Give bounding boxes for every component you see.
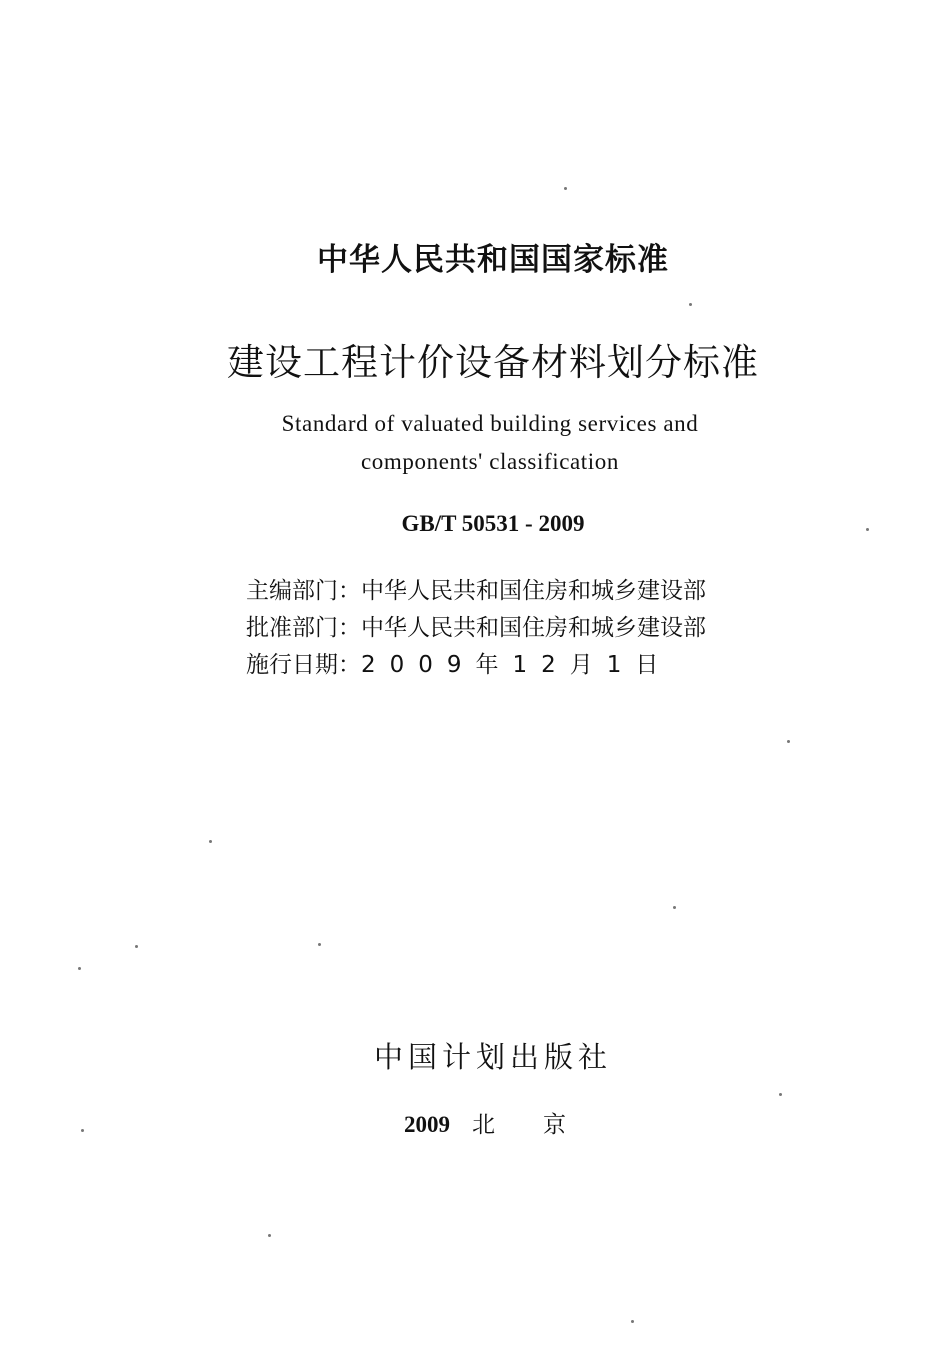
scan-speck	[673, 906, 676, 909]
chief-editor-label: 主编部门：	[246, 578, 361, 604]
publication-city: 北京	[472, 1112, 614, 1138]
effective-date-label: 施行日期：	[246, 652, 361, 678]
scan-speck	[135, 945, 138, 948]
scan-speck	[78, 967, 81, 970]
national-standard-heading: 中华人民共和国国家标准	[317, 242, 669, 278]
scan-speck	[631, 1320, 634, 1323]
chief-editor-value: 中华人民共和国住房和城乡建设部	[361, 578, 706, 604]
standard-title-english-line1: Standard of valuated building services and	[281, 411, 699, 436]
approval-dept-label: 批准部门：	[246, 615, 361, 641]
standard-title-chinese: 建设工程计价设备材料划分标准	[227, 341, 759, 384]
scan-speck	[268, 1234, 271, 1237]
effective-date-value: 2009年12月1日	[361, 652, 673, 678]
publication-info	[246, 573, 706, 684]
scan-speck	[81, 1129, 84, 1132]
approval-dept-value: 中华人民共和国住房和城乡建设部	[361, 615, 706, 641]
effective-date-row	[246, 647, 706, 684]
approval-dept-row	[246, 610, 706, 647]
chief-editor-row	[246, 573, 706, 610]
standard-code: GB/T 50531 - 2009	[401, 511, 585, 536]
scan-speck	[564, 187, 567, 190]
scan-speck	[779, 1093, 782, 1096]
scan-speck	[209, 840, 212, 843]
scan-speck	[787, 740, 790, 743]
publication-year: 2009	[404, 1112, 450, 1137]
publisher-name: 中国计划出版社	[373, 1040, 612, 1074]
publication-place-year	[404, 1106, 614, 1139]
scan-speck	[318, 943, 321, 946]
standard-title-english-line2: components' classification	[361, 449, 619, 474]
scan-speck	[689, 303, 692, 306]
scan-speck	[866, 528, 869, 531]
